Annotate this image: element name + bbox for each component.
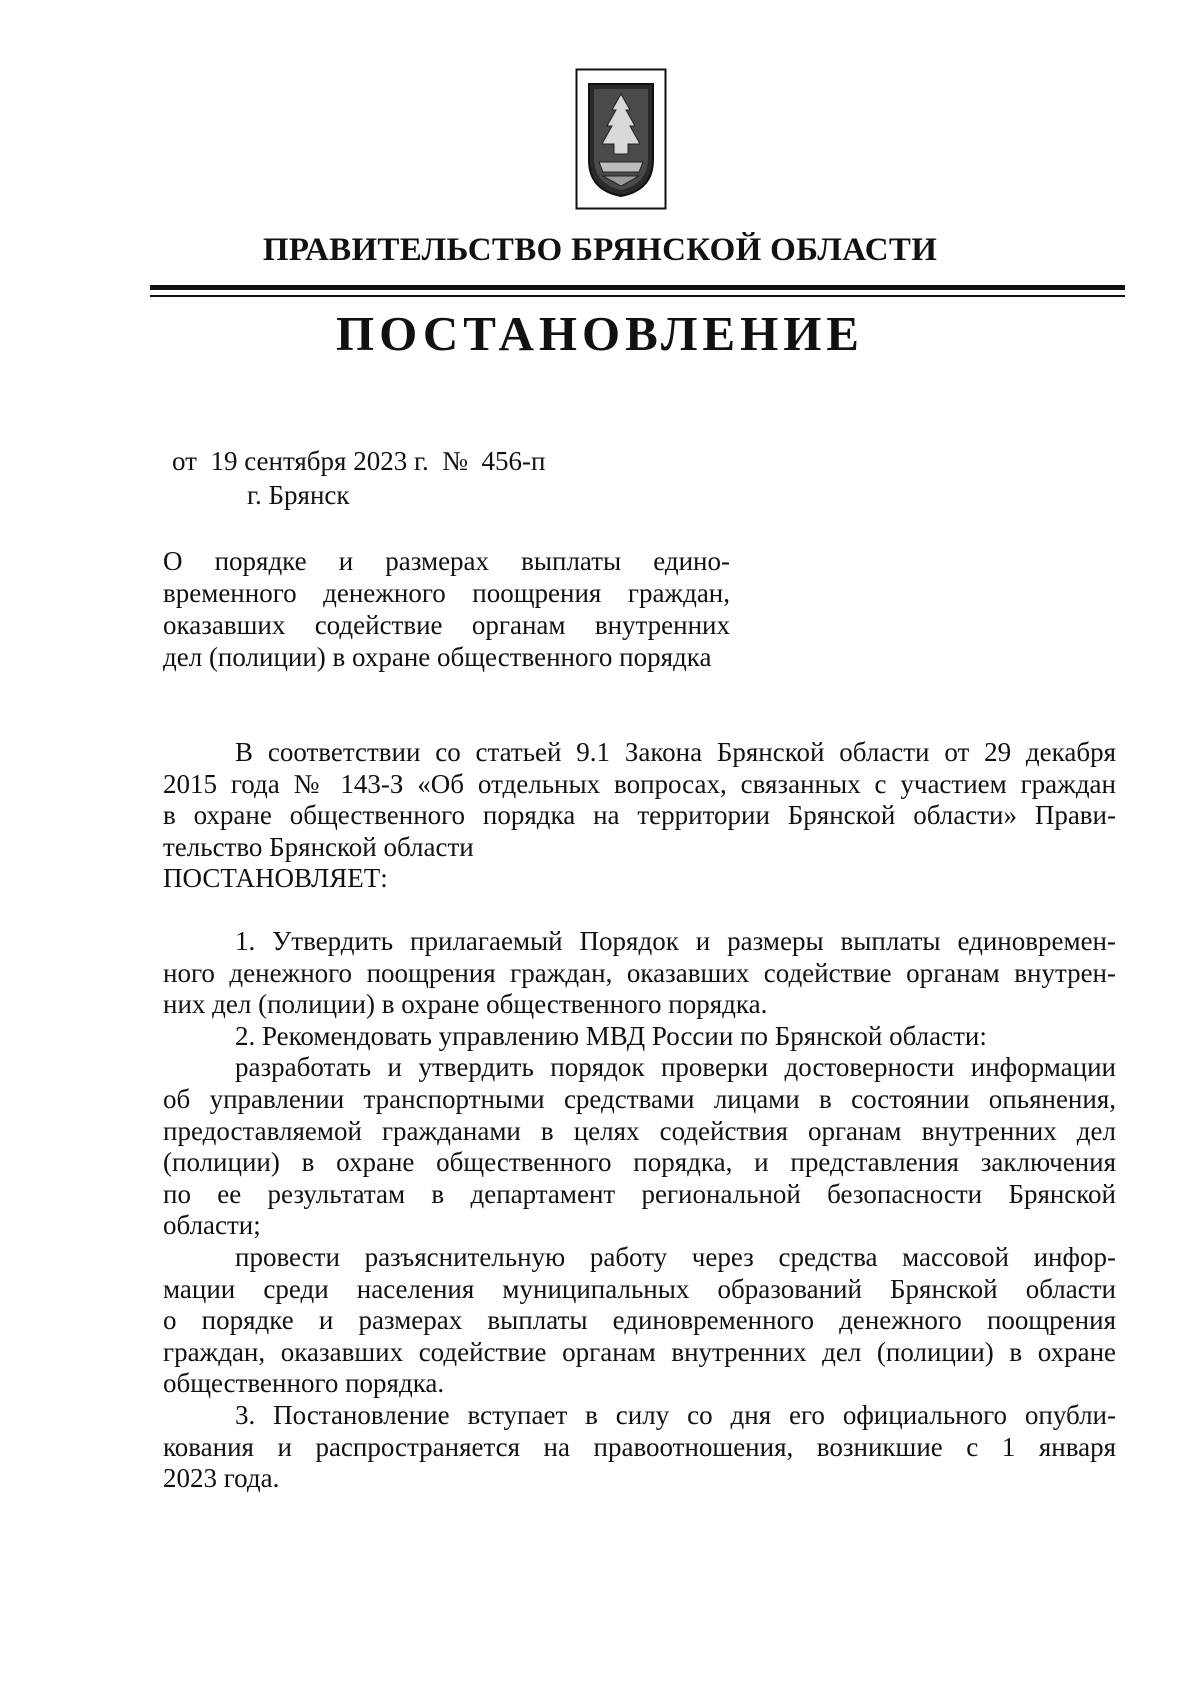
subject-line: дел (полиции) в охране общественного порядка	[163, 642, 712, 672]
preamble-line: 2015 года № 143-З «Об отдельных вопросах, связанных с участием граждан	[163, 768, 1116, 799]
item-2a-line: об управлении транспортными средствами лицами в состоянии опьянения,	[163, 1083, 1116, 1114]
item-2b-line: провести разъяснительную работу через средства массовой инфор-	[235, 1241, 1116, 1272]
document-type-title: ПОСТАНОВЛЕНИЕ	[336, 306, 864, 361]
item-2a-line: по ее результатам в департамент региональной безопасности Брянской	[163, 1178, 1116, 1209]
header-rule-thin	[150, 295, 1125, 297]
resolves-keyword: ПОСТАНОВЛЯЕТ:	[163, 863, 388, 894]
header-rule-thick	[150, 285, 1125, 290]
subject-line: оказавших содействие органам внутренних	[163, 610, 730, 640]
item-2a-line: разработать и утвердить порядок проверки достоверности информации	[235, 1052, 1116, 1083]
item-3-line: кования и распространяется на правоотношения, возникшие с 1 января	[163, 1431, 1116, 1462]
document-subject	[163, 545, 730, 673]
item-1	[163, 926, 1116, 1495]
item-2a-line: области;	[163, 1210, 261, 1241]
item-2b-line: общественного порядка.	[163, 1368, 445, 1399]
item-1-line: ного денежного поощрения граждан, оказавших содействие органам внутрен-	[163, 957, 1116, 988]
coat-of-arms-icon	[575, 68, 667, 210]
item-3-line: 2023 года.	[163, 1463, 280, 1494]
item-1-line: них дел (полиции) в охране общественного порядка.	[163, 989, 768, 1020]
item-2a-line: (полиции) в охране общественного порядка, и представления заключения	[163, 1147, 1116, 1178]
item-2-line: 2. Рекомендовать управлению МВД России по Брянской области:	[235, 1020, 987, 1051]
item-2a-line: предоставляемой гражданами в целях содействия органам внутренних дел	[163, 1115, 1116, 1146]
date-number-line: от 19 сентября 2023 г. № 456-п	[172, 446, 546, 476]
preamble	[163, 737, 1116, 895]
government-title: ПРАВИТЕЛЬСТВО БРЯНСКОЙ ОБЛАСТИ	[262, 232, 938, 268]
item-3-line: 3. Постановление вступает в силу со дня его официального опубли-	[235, 1399, 1116, 1430]
preamble-line: В соответствии со статьей 9.1 Закона Брянской области от 29 декабря	[235, 737, 1116, 767]
city-line: г. Брянск	[247, 480, 350, 510]
item-2b-line: граждан, оказавших содействие органам внутренних дел (полиции) в охране	[163, 1336, 1116, 1367]
coat-of-arms	[575, 68, 667, 210]
subject-line: временного денежного поощрения граждан,	[163, 578, 730, 608]
item-2b-line: мации среди населения муниципальных образований Брянской области	[163, 1273, 1116, 1304]
preamble-line: в охране общественного порядка на территории Брянской области» Прави-	[163, 800, 1116, 831]
preamble-line: тельство Брянской области	[163, 831, 474, 862]
item-1-line: 1. Утвердить прилагаемый Порядок и размеры выплаты единовремен-	[235, 926, 1116, 956]
subject-line: О порядке и размерах выплаты едино-	[163, 546, 730, 576]
item-2b-line: о порядке и размерах выплаты единовременного денежного поощрения	[163, 1305, 1116, 1336]
